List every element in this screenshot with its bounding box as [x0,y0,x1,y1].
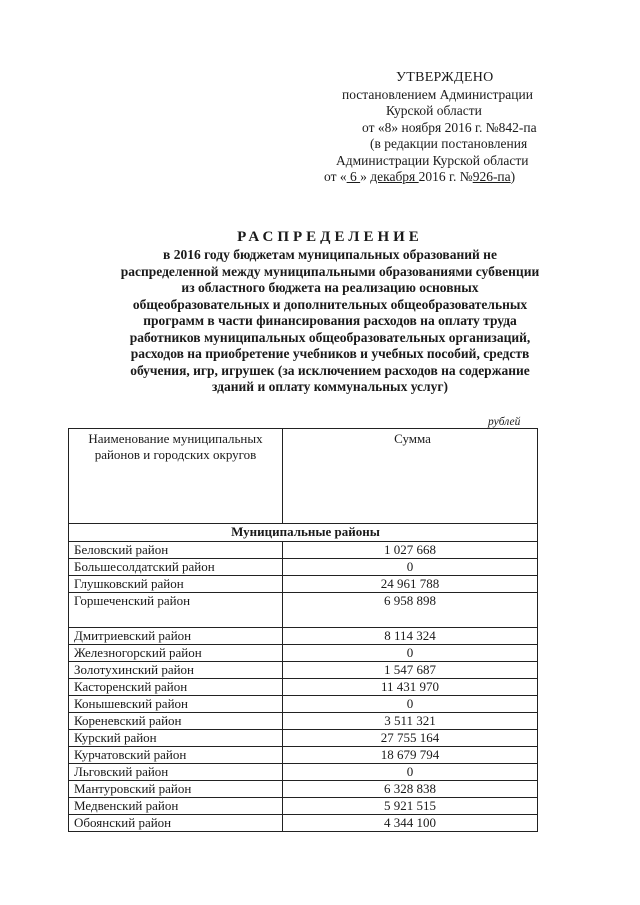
district-sum: 27 755 164 [283,730,538,747]
district-sum: 11 431 970 [283,679,538,696]
table-row [69,576,538,593]
approval-line-1: постановлением Администрации [342,86,533,102]
table-row [69,628,538,645]
district-name: Курчатовский район [69,747,283,764]
header-name-cell: Наименование муниципальных районов и городских округов [69,429,283,524]
heading-line: в 2016 году бюджетам муниципальных образований не [163,247,497,262]
district-sum: 6 328 838 [283,781,538,798]
heading-line: расходов на приобретение учебников и учебных пособий, средств [130,346,530,361]
district-sum: 1 027 668 [283,542,538,559]
heading-line: работников муниципальных общеобразовательных организаций, [129,329,531,345]
document-heading [60,228,600,396]
approval-stamp [318,70,578,186]
table-row [69,798,538,815]
table-row [69,662,538,679]
approval-date-prefix: от « [324,169,347,184]
table-row [69,645,538,662]
district-sum: 24 961 788 [283,576,538,593]
district-sum: 0 [283,764,538,781]
heading-line: обучения, игр, игрушек (за исключением расходов на содержание [130,362,530,378]
table-row [69,730,538,747]
section-row [69,524,538,542]
approval-date-day: 6 [346,169,361,184]
approval-line-5: Администрации Курской области [336,152,529,168]
district-name: Железногорский район [69,645,283,662]
district-sum: 0 [283,696,538,713]
table-row [69,713,538,730]
district-sum: 0 [283,645,538,662]
heading-line: из областного бюджета на реализацию основных [181,280,479,295]
table-row [69,593,538,628]
district-sum: 18 679 794 [283,747,538,764]
table-row [69,696,538,713]
heading-line: программ в части финансирования расходов на оплату труда [143,313,517,328]
approval-date-month: декабря [370,169,419,184]
district-sum: 6 958 898 [283,593,538,628]
table-row [69,781,538,798]
district-name: Льговский район [69,764,283,781]
district-name: Мантуровский район [69,781,283,798]
header-sum-cell: Сумма [283,429,538,524]
district-sum: 3 511 321 [283,713,538,730]
approval-line-2: Курской области [386,103,482,118]
district-name: Беловский район [69,542,283,559]
heading-line: распределенной между муниципальными образованиями субвенции [120,263,540,279]
district-sum: 4 344 100 [283,815,538,832]
table-row [69,542,538,559]
district-name: Конышевский район [69,696,283,713]
section-title: Муниципальные районы [69,524,538,542]
table-row [69,764,538,781]
approval-title: УТВЕРЖДЕНО [396,70,494,85]
district-name: Большесолдатский район [69,559,283,576]
district-sum: 1 547 687 [283,662,538,679]
district-sum: 8 114 324 [283,628,538,645]
table-row [69,747,538,764]
district-name: Глушковский район [69,576,283,593]
district-name: Курский район [69,730,283,747]
district-name: Кореневский район [69,713,283,730]
units-label: рублей [488,416,521,428]
table-header-row [69,429,538,524]
document-title: РАСПРЕДЕЛЕНИЕ [237,229,423,245]
heading-line: зданий и оплату коммунальных услуг) [211,379,449,394]
district-name: Горшеченский район [69,593,283,628]
approval-line-6 [324,169,578,186]
table-row [69,679,538,696]
district-name: Дмитриевский район [69,628,283,645]
table-row [69,815,538,832]
approval-date-mid: » [360,169,371,184]
table-row [69,559,538,576]
approval-line-3: от «8» ноября 2016 г. №842-па [362,119,537,135]
approval-date-suffix: ) [510,169,516,184]
district-name: Медвенский район [69,798,283,815]
district-name: Золотухинский район [69,662,283,679]
heading-line: общеобразовательных и дополнительных общеобразовательных [132,296,528,312]
district-sum: 5 921 515 [283,798,538,815]
approval-number: 926-па [472,169,511,184]
district-name: Обоянский район [69,815,283,832]
district-sum: 0 [283,559,538,576]
approval-date-year: 2016 г. № [418,169,473,184]
district-name: Касторенский район [69,679,283,696]
approval-line-4: (в редакции постановления [370,136,528,151]
distribution-table [68,428,538,832]
